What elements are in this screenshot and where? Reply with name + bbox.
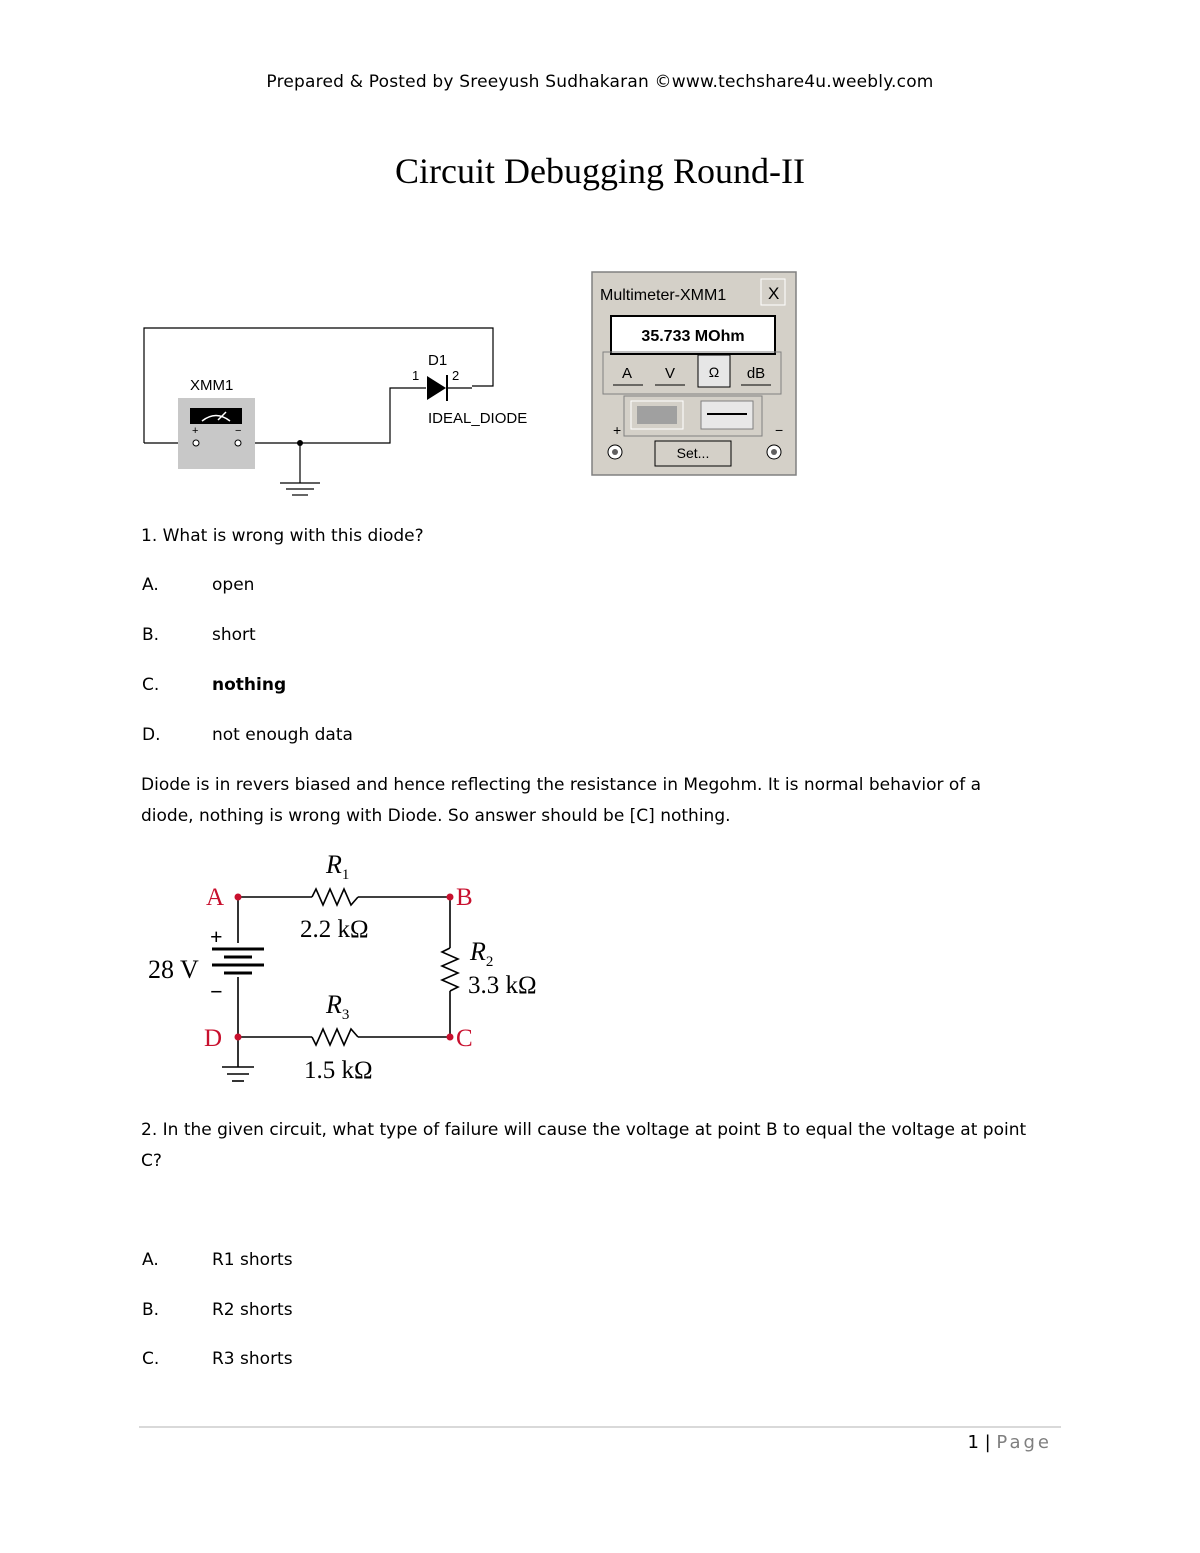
q1-question: 1. What is wrong with this diode? [141,526,424,546]
multimeter-minus-label: − [775,422,784,438]
r3-label: $R_3$ [326,990,350,1023]
option-text: short [212,625,256,645]
battery-minus: − [210,979,223,1004]
node-c-dot [447,1034,454,1041]
diode-pin2: 2 [452,368,460,383]
node-a-label: A [206,884,225,911]
option-letter: C. [142,675,160,695]
q1-explanation-line2: diode, nothing is wrong with Diode. So answer should be [C] nothing. [141,806,731,826]
set-button-label[interactable]: Set... [676,445,710,461]
r3-value: 1.5 kΩ [304,1057,373,1084]
option-text: open [212,575,255,595]
resistor-circuit-diagram [140,845,560,1090]
multimeter-plus-label: + [613,422,622,438]
option-letter: A. [142,1250,159,1270]
node-b-label: B [456,884,473,911]
diode-pin1: 1 [412,368,420,383]
r2-value: 3.3 kΩ [468,972,537,999]
close-icon[interactable]: X [768,284,780,303]
multimeter-reading: 35.733 MOhm [641,328,745,345]
battery-symbol [212,949,264,973]
source-voltage: 28 V [148,955,199,984]
option-letter: D. [142,725,161,745]
diode-name: D1 [428,352,448,369]
node-c-label: C [456,1025,473,1052]
page-number [967,1432,1052,1453]
mode-a-label[interactable]: A [621,365,633,382]
mode-v-label[interactable]: V [664,365,676,382]
diode-circuit-diagram [130,300,560,510]
option-letter: B. [142,625,160,645]
page-header: Prepared & Posted by Sreeyush Sudhakaran ©www.techshare4u.weebly.com [266,72,934,92]
option-text: R1 shorts [212,1250,293,1270]
option-text-answer: nothing [212,675,287,695]
multimeter-title: Multimeter-XMM1 [600,287,727,304]
meter-plus-label: + [192,425,199,437]
meter-minus-label: − [235,425,242,437]
option-text: R2 shorts [212,1300,293,1320]
q1-explanation-line1: Diode is in revers biased and hence reflecting the resistance in Megohm. It is normal behavior of a [141,775,982,795]
option-letter: C. [142,1349,160,1369]
node-d-dot [235,1034,242,1041]
option-text: not enough data [212,725,353,745]
page-number-value: 1 [967,1432,979,1453]
option-letter: B. [142,1300,160,1320]
junction-dot [297,440,303,446]
diode-model: IDEAL_DIODE [428,410,528,427]
multimeter-panel [591,271,798,477]
option-letter: A. [142,575,159,595]
page-word: Page [996,1432,1052,1453]
page-title: Circuit Debugging Round-II [395,151,805,191]
r1-value: 2.2 kΩ [300,916,369,943]
q2-question-line2: C? [141,1151,162,1171]
q2-question-line1: 2. In the given circuit, what type of failure will cause the voltage at point B to equal the voltage at point [141,1120,1027,1140]
battery-plus: + [210,924,223,949]
node-d-label: D [204,1025,223,1052]
mode-db-label[interactable]: dB [746,365,766,382]
diode-symbol [427,376,446,400]
node-b-dot [447,894,454,901]
r2-label: $R_2$ [470,937,494,970]
mode-ohm-label[interactable]: Ω [708,364,720,380]
meter-label: XMM1 [190,377,234,394]
option-text: R3 shorts [212,1349,293,1369]
footer-divider [139,1426,1061,1428]
ac-icon [637,406,677,424]
page-separator: | [978,1432,997,1453]
r1-label: $R_1$ [326,850,350,883]
node-a-dot [235,894,242,901]
